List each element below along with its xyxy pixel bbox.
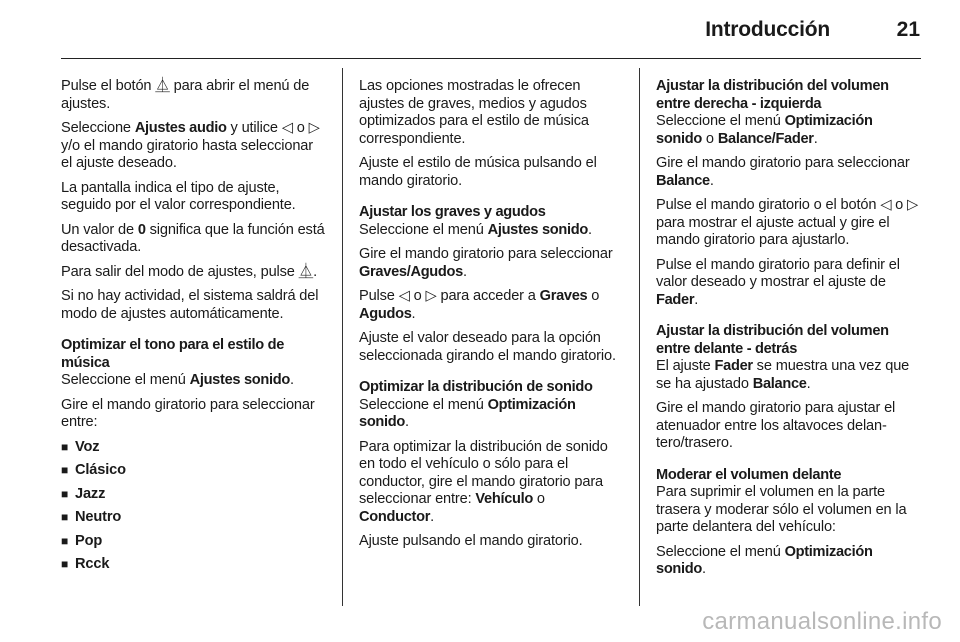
text: Seleccione — [61, 120, 135, 136]
text: El ajuste — [656, 358, 715, 374]
paragraph: Ajuste el estilo de música pulsando el mando giratorio. — [359, 155, 597, 189]
bullet-icon: ■ — [61, 439, 69, 454]
bullet-icon: ■ — [61, 486, 69, 501]
menu-term: Ajustes audio — [134, 120, 227, 136]
section-heading: Ajustar la distribución del volumen entre derecha - izquierda — [656, 78, 889, 112]
option-term: Conductor — [359, 508, 431, 525]
text: . — [709, 172, 714, 189]
list-item-label: Neutro — [75, 509, 122, 525]
paragraph — [61, 120, 325, 173]
bullet-icon: ■ — [61, 510, 69, 524]
text: Para optimizar la distribución de sonido en todo el vehículo o sólo para el conductor, gire el mando giratorio para seleccionar entre: — [359, 438, 608, 507]
column-3 — [656, 78, 920, 586]
column-1 — [61, 78, 325, 580]
paragraph: Si no hay actividad, el sistema saldrá del modo de ajustes automáticamente. — [61, 288, 319, 322]
music-style-list — [61, 439, 325, 574]
bullet-icon: ■ — [61, 463, 69, 477]
text: . — [806, 375, 811, 392]
list-item-label: Rcck — [75, 556, 110, 572]
text: o — [587, 288, 600, 304]
text: . — [813, 130, 818, 147]
paragraph — [359, 397, 623, 432]
text: Gire el mando giratorio para seleccionar — [656, 155, 910, 171]
paragraph — [656, 155, 920, 190]
page-number: 21 — [896, 18, 920, 41]
paragraph — [61, 372, 325, 390]
paragraph: Gire el mando giratorio para ajustar el atenuador entre los altavoces delantero/trasero. — [656, 400, 896, 451]
paragraph — [656, 113, 920, 148]
text: . — [289, 372, 294, 388]
menu-term: Optimización sonido — [656, 113, 873, 147]
option-term: Vehículo — [475, 491, 534, 507]
paragraph — [359, 288, 623, 323]
option-term: Balance — [656, 172, 710, 189]
option-term: Graves — [539, 288, 588, 304]
text: . — [462, 263, 467, 280]
paragraph: Pulse el botón ⏅ para abrir el menú de ajustes. — [61, 78, 310, 112]
menu-term: Ajustes sonido — [189, 372, 290, 388]
menu-term: Optimización sonido — [656, 543, 873, 577]
list-item-label: Clásico — [75, 462, 126, 478]
list-item-label: Pop — [75, 532, 103, 549]
paragraph: Ajuste el valor deseado para la opción seleccionada girando el mando giratorio. — [359, 330, 616, 364]
option-term: Fader — [714, 358, 753, 374]
text: . — [405, 414, 409, 430]
section-heading: Optimizar el tono para el estilo de música — [61, 337, 285, 371]
paragraph — [656, 257, 920, 310]
text: o — [533, 491, 545, 507]
text: Un valor de — [61, 221, 138, 238]
text: y utilice ◁ o ▷ y/o el mando giratorio hasta seleccionar el ajuste deseado. — [61, 120, 320, 171]
bullet-icon: ■ — [61, 533, 69, 548]
list-item — [61, 439, 325, 457]
list-item — [61, 556, 325, 574]
column-divider-1 — [342, 68, 343, 606]
text: o — [702, 130, 718, 147]
option-term: Balance — [752, 375, 807, 392]
menu-term: Ajustes sonido — [487, 221, 588, 238]
text: . — [694, 291, 699, 308]
text: . — [411, 305, 416, 322]
paragraph — [359, 222, 623, 240]
menu-term: Balance/Fader — [717, 130, 814, 147]
watermark: carmanualsonline.info — [702, 608, 942, 635]
text: Seleccione el menú — [656, 113, 785, 129]
paragraph — [359, 439, 623, 527]
header-rule — [61, 58, 921, 59]
section-heading: Optimizar la distribución de sonido — [359, 379, 593, 395]
paragraph — [359, 246, 623, 281]
text: Pulse el mando giratorio para definir el valor deseado y mostrar el ajuste de — [656, 256, 900, 290]
paragraph: Gire el mando giratorio para seleccionar entre: — [61, 396, 315, 430]
text: Gire el mando giratorio para seleccionar — [359, 246, 613, 262]
bullet-icon: ■ — [61, 557, 69, 571]
list-item-label: Jazz — [75, 485, 106, 502]
list-item-label: Voz — [75, 438, 100, 455]
paragraph: Ajuste pulsando el mando giratorio. — [359, 533, 583, 549]
text: se muestra una vez que se ha ajustado — [656, 358, 910, 392]
value-term: 0 — [137, 221, 146, 238]
list-item — [61, 486, 325, 504]
column-2 — [359, 78, 623, 558]
text: . — [587, 221, 592, 238]
list-item — [61, 509, 325, 527]
text: Seleccione el menú — [359, 221, 488, 238]
text: . — [430, 508, 434, 525]
list-item — [61, 533, 325, 551]
list-item — [61, 462, 325, 480]
paragraph: Para salir del modo de ajustes, pulse ⏅. — [61, 263, 318, 280]
menu-term: Optimización sonido — [359, 396, 576, 430]
paragraph: Para suprimir el volumen en la parte trasera y moderar sólo el volumen en la parte delantera del vehículo: — [656, 484, 907, 535]
column-divider-2 — [639, 68, 640, 606]
text: . — [702, 561, 706, 577]
text: Seleccione el menú — [359, 396, 488, 413]
option-term: Fader — [656, 291, 695, 308]
text: Pulse ◁ o ▷ para acceder a — [359, 288, 540, 304]
section-heading: Ajustar los graves y agudos — [359, 204, 546, 220]
section-heading: Moderar el volumen delante — [656, 466, 842, 483]
option-term: Agudos — [359, 305, 412, 322]
text: significa que la función está desactivada. — [61, 221, 325, 255]
section-heading: Ajustar la distribución del volumen entre delante - detrás — [656, 323, 889, 357]
text: Seleccione el menú — [61, 372, 190, 388]
paragraph — [61, 222, 325, 257]
option-term: Graves/Agudos — [359, 263, 463, 280]
page-header-title: Introducción — [705, 18, 830, 41]
paragraph — [656, 358, 920, 393]
paragraph: La pantalla indica el tipo de ajuste, seguido por el valor correspondiente. — [61, 179, 296, 213]
paragraph: Pulse el mando giratorio o el botón ◁ o ▷ para mostrar el ajuste actual y gire el mando giratorio para ajustarlo. — [656, 197, 919, 248]
text: Seleccione el menú — [656, 543, 785, 560]
paragraph — [656, 544, 920, 579]
paragraph: Las opciones mostradas le ofrecen ajustes de graves, medios y agudos optimizados para el estilo de música correspondiente. — [359, 78, 589, 147]
